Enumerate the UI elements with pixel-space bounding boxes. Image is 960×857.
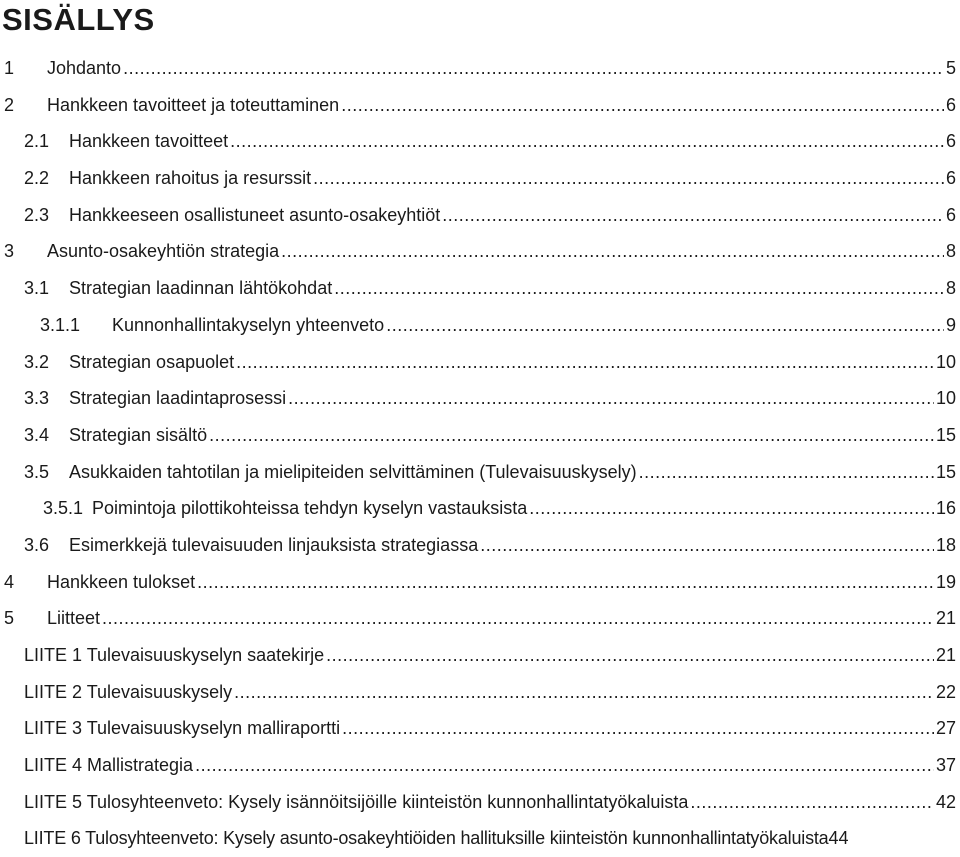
toc-entry-number: 3.1: [24, 278, 50, 299]
toc-leader-dots: [288, 380, 934, 417]
toc-entry-title: LIITE 1 Tulevaisuuskyselyn saatekirje: [24, 645, 325, 665]
toc-entry-page: 21: [935, 608, 956, 629]
toc-entry[interactable]: [0, 490, 960, 527]
toc-entry[interactable]: [0, 417, 960, 454]
toc-leader-dots: [442, 197, 944, 234]
toc-entry-page: 15: [935, 424, 956, 445]
toc-entry-title: LIITE 6 Tulosyhteenveto: Kysely asunto-osakeyhtiöiden hallituksille kiinteistön kunnonhallintatyökaluista: [24, 828, 829, 849]
toc-entry-title: Asunto-osakeyhtiön strategia: [47, 241, 280, 262]
toc-leader-dots: [342, 710, 934, 747]
toc-entry-page: 6: [945, 131, 956, 152]
toc-entry-title: Hankkeen tavoitteet: [69, 131, 229, 152]
toc-entry-number: 3.5.1: [43, 498, 84, 519]
toc-entry-title: Hankkeen rahoitus ja resurssit: [69, 168, 312, 189]
toc-leader-dots: [195, 747, 934, 784]
toc-leader-dots: [230, 123, 944, 160]
toc-entry-title: LIITE 5 Tulosyhteenveto: Kysely isännöitsijöille kiinteistön kunnonhallintatyökaluista: [24, 791, 689, 812]
toc-entry-page: 6: [945, 204, 956, 225]
toc-entry-number: 3.4: [24, 424, 50, 445]
toc-entry-page: 44: [828, 828, 849, 849]
toc-entry-page: 42: [935, 791, 956, 812]
toc-entry-number: 5: [4, 608, 15, 629]
toc-entry[interactable]: [0, 160, 960, 197]
toc-leader-dots: [334, 270, 944, 307]
toc-entry-number: 2: [4, 94, 15, 115]
toc-entry-number: 3.5: [24, 461, 50, 482]
toc-entry-title: Asukkaiden tahtotilan ja mielipiteiden selvittäminen (Tulevaisuuskysely): [69, 461, 637, 482]
table-of-contents: [0, 50, 960, 857]
toc-entry[interactable]: [0, 197, 960, 234]
toc-entry[interactable]: [0, 747, 960, 784]
toc-entry-number: 4: [4, 571, 15, 592]
toc-entry-number: 2.3: [24, 204, 50, 225]
toc-leader-dots: [102, 600, 934, 637]
toc-entry[interactable]: [0, 600, 960, 637]
toc-entry-title: LIITE 2 Tulevaisuuskysely: [24, 681, 233, 702]
toc-entry-title: Hankkeen tulokset: [47, 571, 196, 592]
toc-entry-page: 18: [935, 534, 956, 555]
toc-entry[interactable]: [0, 344, 960, 381]
toc-entry-page: 9: [945, 314, 956, 335]
toc-entry[interactable]: [0, 270, 960, 307]
toc-entry[interactable]: [0, 527, 960, 564]
toc-entry-number: 3.1.1: [40, 314, 81, 335]
toc-entry[interactable]: [0, 784, 960, 821]
toc-entry-page: 10: [935, 351, 956, 372]
toc-entry-page: 10: [935, 388, 956, 409]
toc-entry[interactable]: [0, 307, 960, 344]
toc-entry-title: Hankkeen tavoitteet ja toteuttaminen: [47, 94, 340, 115]
toc-entry[interactable]: [0, 454, 960, 491]
toc-entry-page: 6: [945, 168, 956, 189]
toc-entry-page: 5: [945, 58, 956, 78]
toc-entry-title: Esimerkkejä tulevaisuuden linjauksista strategiassa: [69, 534, 479, 555]
toc-entry-number: 2.1: [24, 131, 50, 152]
toc-leader-dots: [326, 637, 934, 674]
toc-entry-number: 2.2: [24, 168, 50, 189]
toc-entry-number: 3: [4, 241, 15, 262]
toc-leader-dots: [209, 417, 934, 454]
toc-leader-dots: [341, 87, 944, 124]
toc-leader-dots: [234, 674, 934, 711]
toc-entry-page: 6: [945, 94, 956, 115]
toc-entry-number: 3.2: [24, 351, 50, 372]
toc-entry-title: Strategian sisältö: [69, 424, 208, 445]
toc-leader-dots: [236, 344, 934, 381]
toc-leader-dots: [480, 527, 934, 564]
toc-entry-page: 22: [935, 681, 956, 702]
toc-entry[interactable]: [0, 564, 960, 601]
toc-entry-page: 8: [945, 278, 956, 299]
toc-leader-dots: [313, 160, 944, 197]
toc-entry-number: 1: [4, 58, 15, 78]
toc-entry-title: LIITE 4 Mallistrategia: [24, 755, 194, 776]
toc-leader-dots: [386, 307, 944, 344]
toc-entry-title: Strategian osapuolet: [69, 351, 235, 372]
toc-leader-dots: [197, 564, 934, 601]
toc-entry-title: Johdanto: [47, 58, 122, 78]
toc-leader-dots: [690, 784, 934, 821]
toc-entry-title: Hankkeeseen osallistuneet asunto-osakeyhtiöt: [69, 204, 441, 225]
toc-entry[interactable]: [0, 87, 960, 124]
toc-entry-page: 19: [935, 571, 956, 592]
toc-entry-page: 27: [935, 718, 956, 739]
toc-entry[interactable]: [0, 674, 960, 711]
toc-entry[interactable]: [0, 637, 960, 674]
toc-entry-title: Poimintoja pilottikohteissa tehdyn kyselyn vastauksista: [92, 498, 528, 519]
toc-entry[interactable]: [0, 50, 960, 87]
toc-entry[interactable]: [0, 380, 960, 417]
toc-entry-title: LIITE 3 Tulevaisuuskyselyn malliraportti: [24, 718, 341, 739]
toc-entry[interactable]: [0, 123, 960, 160]
toc-entry-page: 16: [935, 498, 956, 519]
toc-entry-title: Kunnonhallintakyselyn yhteenveto: [112, 314, 385, 335]
toc-entry-page: 37: [935, 755, 956, 776]
toc-leader-dots: [123, 50, 944, 87]
toc-entry[interactable]: [0, 233, 960, 270]
toc-entry-number: 3.6: [24, 534, 50, 555]
toc-entry[interactable]: [0, 820, 960, 857]
toc-entry-title: Liitteet: [47, 608, 101, 629]
toc-entry[interactable]: [0, 710, 960, 747]
toc-entry-title: Strategian laadinnan lähtökohdat: [69, 278, 333, 299]
toc-leader-dots: [529, 490, 934, 527]
toc-leader-dots: [639, 454, 934, 491]
toc-entry-page: 21: [935, 645, 956, 665]
toc-title: SISÄLLYS: [2, 2, 155, 37]
toc-leader-dots: [281, 233, 944, 270]
toc-entry-title: Strategian laadintaprosessi: [69, 388, 287, 409]
toc-entry-page: 15: [935, 461, 956, 482]
toc-entry-page: 8: [945, 241, 956, 262]
toc-entry-number: 3.3: [24, 388, 50, 409]
